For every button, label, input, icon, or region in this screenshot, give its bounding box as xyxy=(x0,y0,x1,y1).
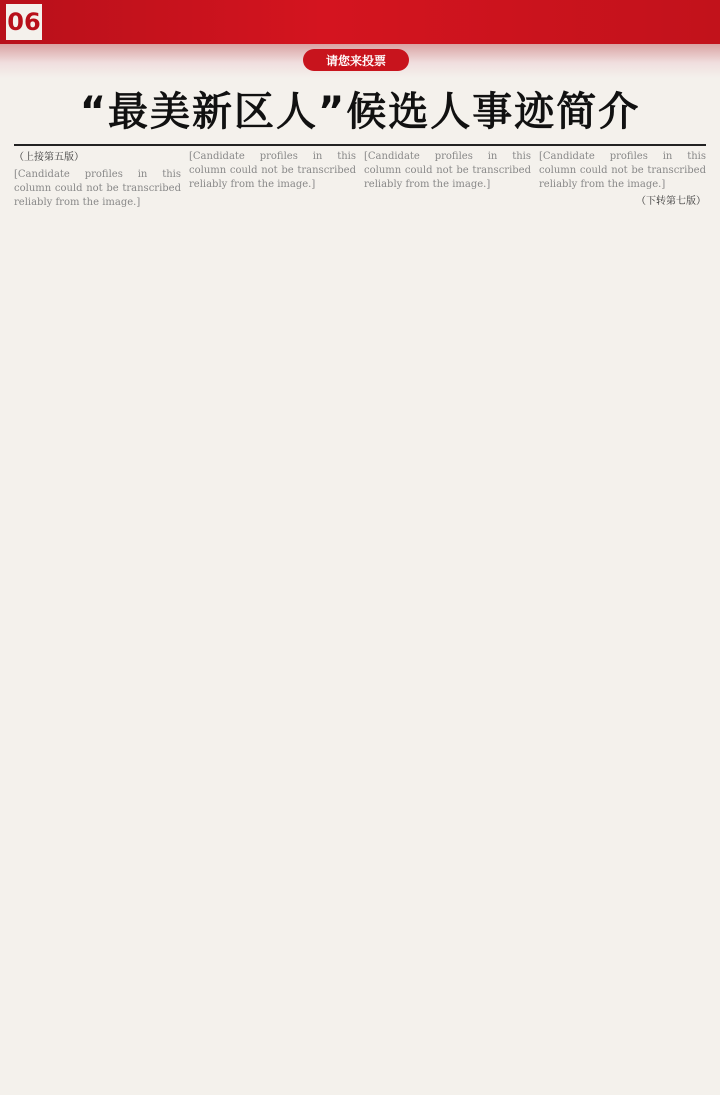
headline-divider xyxy=(14,144,706,146)
column-1-placeholder: [Candidate profiles in this column could not be transcribed reliably from the image.] xyxy=(14,169,181,208)
column-4 xyxy=(539,150,706,1085)
vote-ribbon xyxy=(0,44,720,78)
page-number: 06 xyxy=(6,4,42,40)
article-columns xyxy=(14,150,706,1085)
column-1 xyxy=(14,150,181,1085)
page-headline: “最美新区人”候选人事迹简介 xyxy=(79,89,641,135)
column-4-placeholder: [Candidate profiles in this column could not be transcribed reliably from the image.] xyxy=(539,151,706,190)
column-2-placeholder: [Candidate profiles in this column could not be transcribed reliably from the image.] xyxy=(189,151,356,190)
header-band xyxy=(0,0,720,44)
vote-button[interactable]: 请您来投票 xyxy=(303,49,409,71)
continued-to-note: （下转第七版） xyxy=(636,196,706,207)
column-3 xyxy=(364,150,531,1085)
column-3-placeholder: [Candidate profiles in this column could not be transcribed reliably from the image.] xyxy=(364,151,531,190)
continued-from-note: （上接第五版） xyxy=(14,152,84,163)
column-2 xyxy=(189,150,356,1085)
